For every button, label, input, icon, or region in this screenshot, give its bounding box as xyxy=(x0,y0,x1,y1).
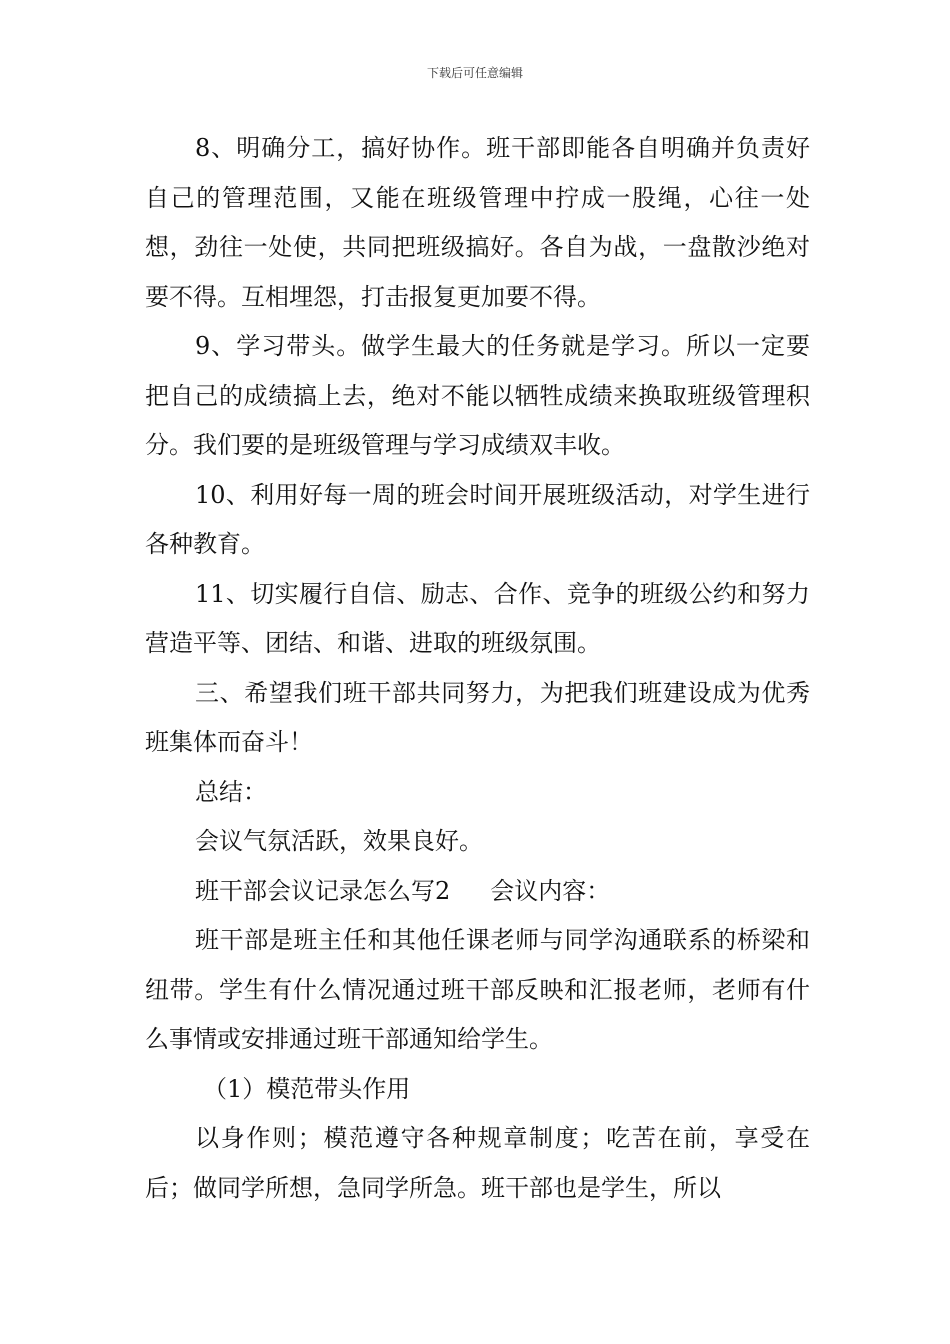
summary-text: 会议气氛活跃，效果良好。 xyxy=(195,827,483,855)
page-header: 下载后可任意编辑 xyxy=(426,66,523,80)
section-heading xyxy=(145,867,810,917)
document-body xyxy=(145,124,810,1213)
section-subtitle: 会议内容： xyxy=(490,876,611,905)
paragraph-intro: 班干部是班主任和其他任课老师与同学沟通联系的桥梁和纽带。学生有什么情况通过班干部反映和汇报老师，老师有什么事情或安排通过班干部通知给学生。 xyxy=(145,926,810,1053)
paragraph-item-10: 10、利用好每一周的班会时间开展班级活动，对学生进行各种教育。 xyxy=(145,480,810,558)
paragraph-item-8: 8、明确分工，搞好协作。班干部即能各自明确并负责好自己的管理范围，又能在班级管理中拧成一股绳，心往一处想，劲往一处使，共同把班级搞好。各自为战，一盘散沙绝对要不得。互相埋怨，打击报复更加要不得。 xyxy=(145,134,810,311)
paragraph-item-11: 11、切实履行自信、励志、合作、竞争的班级公约和努力营造平等、团结、和谐、进取的班级氛围。 xyxy=(145,579,810,657)
subheading-role-model: （1）模范带头作用 xyxy=(203,1074,411,1103)
section-title: 班干部会议记录怎么写2 xyxy=(195,876,451,905)
summary-label: 总结： xyxy=(195,777,267,806)
paragraph-item-9: 9、学习带头。做学生最大的任务就是学习。所以一定要把自己的成绩搞上去，绝对不能以牺牲成绩来换取班级管理积分。我们要的是班级管理与学习成绩双丰收。 xyxy=(145,332,810,459)
paragraph-hope: 三、希望我们班干部共同努力，为把我们班建设成为优秀班集体而奋斗！ xyxy=(145,678,810,756)
paragraph-role-model: 以身作则；模范遵守各种规章制度；吃苦在前，享受在后；做同学所想，急同学所急。班干部也是学生，所以 xyxy=(145,1124,810,1202)
